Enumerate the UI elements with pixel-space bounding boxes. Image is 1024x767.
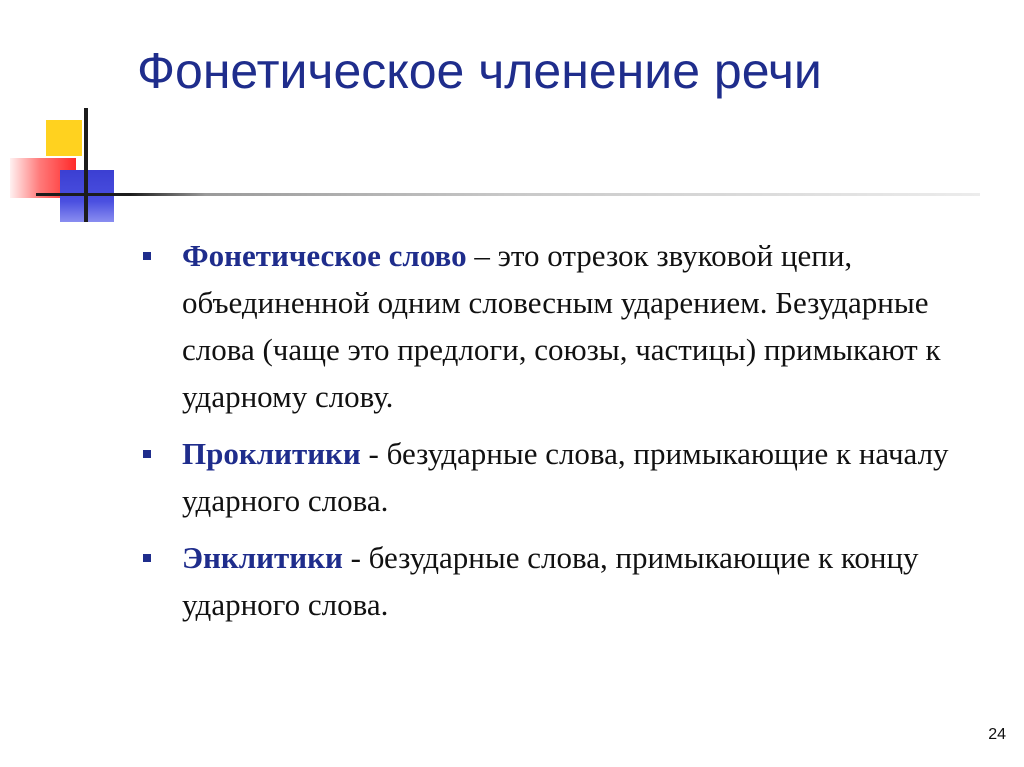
bullet-term: Проклитики <box>182 436 361 471</box>
decorative-vertical-line <box>84 108 88 222</box>
square-bullet-icon <box>143 450 151 458</box>
bullet-item-proclitics <box>140 430 1000 524</box>
title-divider-line <box>36 193 980 196</box>
square-bullet-icon <box>143 554 151 562</box>
bullet-text: - безударные слова, примыкающие к концу ударного слова. <box>182 540 919 622</box>
bullet-list <box>140 232 1000 638</box>
bullet-text: - безударные слова, примыкающие к началу ударного слова. <box>182 436 949 518</box>
bullet-term: Энклитики <box>182 540 343 575</box>
bullet-item-phonetic-word <box>140 232 1000 420</box>
bullet-term: Фонетическое слово <box>182 238 467 273</box>
decorative-yellow-square <box>46 120 82 156</box>
bullet-text: – это отрезок звуковой цепи, объединенной одним словесным ударением. Безударные слова (чаще это предлоги, союзы, частицы) примыкают к ударному слову. <box>182 238 941 414</box>
square-bullet-icon <box>143 252 151 260</box>
slide-title: Фонетическое членение речи <box>137 43 822 99</box>
page-number: 24 <box>988 726 1006 743</box>
bullet-item-enclitics <box>140 534 1000 628</box>
